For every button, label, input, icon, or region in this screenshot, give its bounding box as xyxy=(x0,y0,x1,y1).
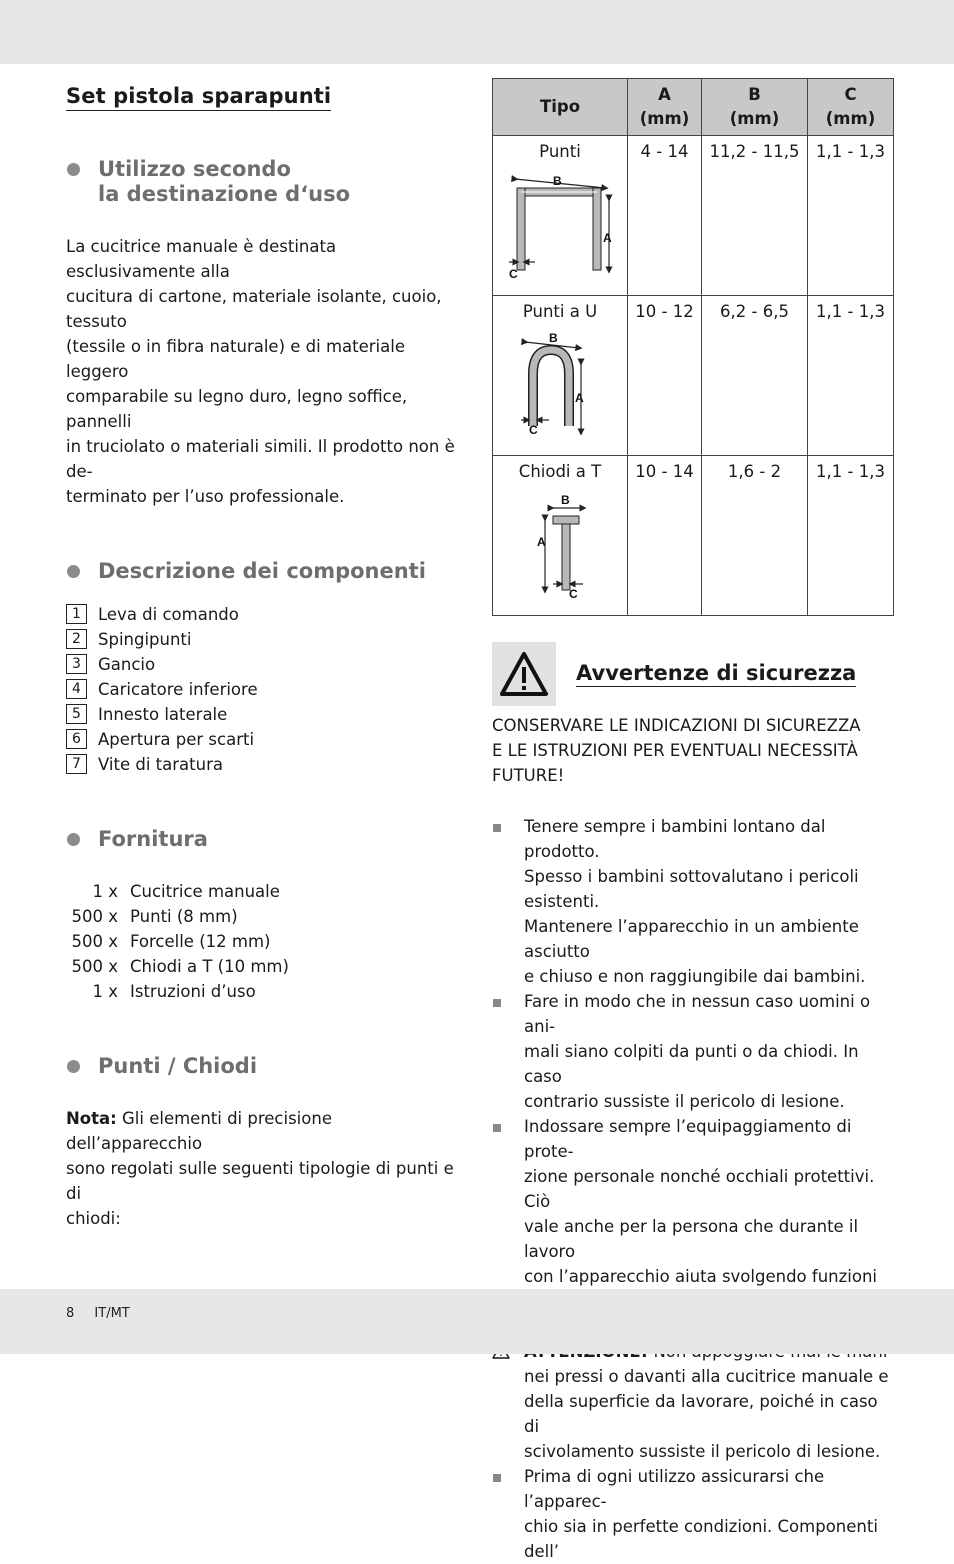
square-bullet-icon xyxy=(493,999,501,1007)
safety-heading: Avvertenze di sicurezza xyxy=(576,661,857,685)
list-item: Fare in modo che in nessun caso uomini o ani- mali siano colpiti da punti o da chiodi. In caso contrario sussiste il pericolo di lesione. xyxy=(492,989,893,1114)
header-type: Tipo xyxy=(493,79,628,136)
table-row xyxy=(493,456,894,616)
square-bullet-icon xyxy=(493,1474,501,1482)
list-item: 1 x Cucitrice manuale xyxy=(92,882,280,901)
header-a: A (mm) xyxy=(628,79,702,136)
dim-label-b: B xyxy=(549,331,558,345)
staples-section xyxy=(66,1054,466,1231)
table-row xyxy=(493,136,894,296)
bullet-dot-icon xyxy=(67,833,80,846)
list-item: 5 Innesto laterale xyxy=(66,702,466,727)
type-cell: Punti a U B A C xyxy=(493,296,628,456)
dim-label-a: A xyxy=(537,535,546,549)
table-row xyxy=(493,296,894,456)
dim-label-b: B xyxy=(561,493,570,507)
value-b: 6,2 - 6,5 xyxy=(702,296,808,456)
usage-heading: Utilizzo secondo la destinazione d‘uso xyxy=(66,157,466,207)
language-code: IT/MT xyxy=(94,1306,130,1321)
staples-heading: Punti / Chiodi xyxy=(66,1054,466,1079)
list-item: 2 Spingipunti xyxy=(66,627,466,652)
list-item: Indossare sempre l’equipaggiamento di prote- zione personale nonché occhiali protettivi. Ciò vale anche per la persona che durante il lavoro con l’apparecchio aiuta svolgendo funzioni xyxy=(492,1114,893,1339)
list-item: 4 Caricatore inferiore xyxy=(66,677,466,702)
value-c: 1,1 - 1,3 xyxy=(808,136,894,296)
usage-text: La cucitrice manuale è destinata esclusivamente alla cucitura di cartone, materiale isolante, cuoio, tessuto (tessile o in fibra naturale) e di materiale leggero comparabile su legno duro, legno soffice, pannelli in truciolato o materiali simili. Il prodotto non è de- terminato per l’uso professionale. xyxy=(66,237,455,506)
left-column xyxy=(66,84,466,1231)
value-a: 10 - 12 xyxy=(628,296,702,456)
value-b: 11,2 - 11,5 xyxy=(702,136,808,296)
dim-label-c: C xyxy=(509,267,518,280)
list-item: 500 x Punti (8 mm) xyxy=(71,907,238,926)
list-item: 1 x Istruzioni d’uso xyxy=(92,982,256,1001)
square-bullet-icon xyxy=(493,824,501,832)
safety-caps-text: CONSERVARE LE INDICAZIONI DI SICUREZZA E LE ISTRUZIONI PER EVENTUALI NECESSITÀ FUTURE! xyxy=(492,716,861,785)
footer-band xyxy=(0,1289,954,1354)
supply-heading: Fornitura xyxy=(66,827,466,852)
list-item: Tenere sempre i bambini lontano dal prodotto. Spesso i bambini sottovalutano i pericoli esistenti. Mantenere l’apparecchio in un ambiente asciutto e chiuso e non raggiungibile dai bambini. xyxy=(492,814,893,989)
list-item: 3 Gancio xyxy=(66,652,466,677)
list-item: 6 Apertura per scarti xyxy=(66,727,466,752)
u-nail-icon xyxy=(505,328,615,440)
list-item: 500 x Chiodi a T (10 mm) xyxy=(71,957,289,976)
warning-triangle-icon xyxy=(492,642,556,706)
components-heading: Descrizione dei componenti xyxy=(66,559,466,584)
dim-label-c: C xyxy=(569,587,578,600)
dim-label-c: C xyxy=(529,423,538,437)
type-cell: Punti B A C xyxy=(493,136,628,296)
page-number: 8 xyxy=(66,1306,75,1321)
list-item: 1 Leva di comando xyxy=(66,602,466,627)
components-list xyxy=(66,602,466,777)
value-b: 1,6 - 2 xyxy=(702,456,808,616)
bullet-dot-icon xyxy=(67,1060,80,1073)
page-title: Set pistola sparapunti xyxy=(66,84,331,111)
list-item: nei pressi o davanti alla cucitrice manuale e della superficie da lavorare, poiché in caso di scivolamento sussiste il pericolo di lesione. xyxy=(492,1339,893,1464)
value-c: 1,1 - 1,3 xyxy=(808,456,894,616)
staple-icon xyxy=(505,168,615,280)
bullet-dot-icon xyxy=(67,565,80,578)
list-item: 500 x Forcelle (12 mm) xyxy=(71,932,271,951)
list-item: Prima di ogni utilizzo assicurarsi che l’apparec- chio sia in perfette condizioni. Componenti dell’ xyxy=(492,1464,893,1564)
type-cell: Chiodi a T B A C xyxy=(493,456,628,616)
supply-list xyxy=(66,879,466,1004)
usage-section xyxy=(66,157,466,509)
t-nail-icon xyxy=(505,488,615,600)
components-section xyxy=(66,559,466,777)
supply-section xyxy=(66,827,466,1004)
page-footer xyxy=(66,1306,146,1321)
dim-label-b: B xyxy=(553,174,562,188)
staple-spec-table xyxy=(492,78,894,616)
right-column xyxy=(492,78,893,616)
note-label: Nota: xyxy=(66,1109,117,1128)
list-item: 7 Vite di taratura xyxy=(66,752,466,777)
value-a: 10 - 14 xyxy=(628,456,702,616)
table-header-row xyxy=(493,79,894,136)
value-a: 4 - 14 xyxy=(628,136,702,296)
value-c: 1,1 - 1,3 xyxy=(808,296,894,456)
square-bullet-icon xyxy=(493,1124,501,1132)
header-b: B (mm) xyxy=(702,79,808,136)
dim-label-a: A xyxy=(575,391,584,405)
note-text: Nota: Gli elementi di precisione dell’apparecchio sono regolati sulle seguenti tipologie di punti e di chiodi: xyxy=(66,1109,454,1228)
warning-box xyxy=(492,642,556,706)
header-c: C (mm) xyxy=(808,79,894,136)
dim-label-a: A xyxy=(603,231,612,245)
safety-list xyxy=(492,814,893,1564)
bullet-dot-icon xyxy=(67,163,80,176)
header-band xyxy=(0,0,954,64)
